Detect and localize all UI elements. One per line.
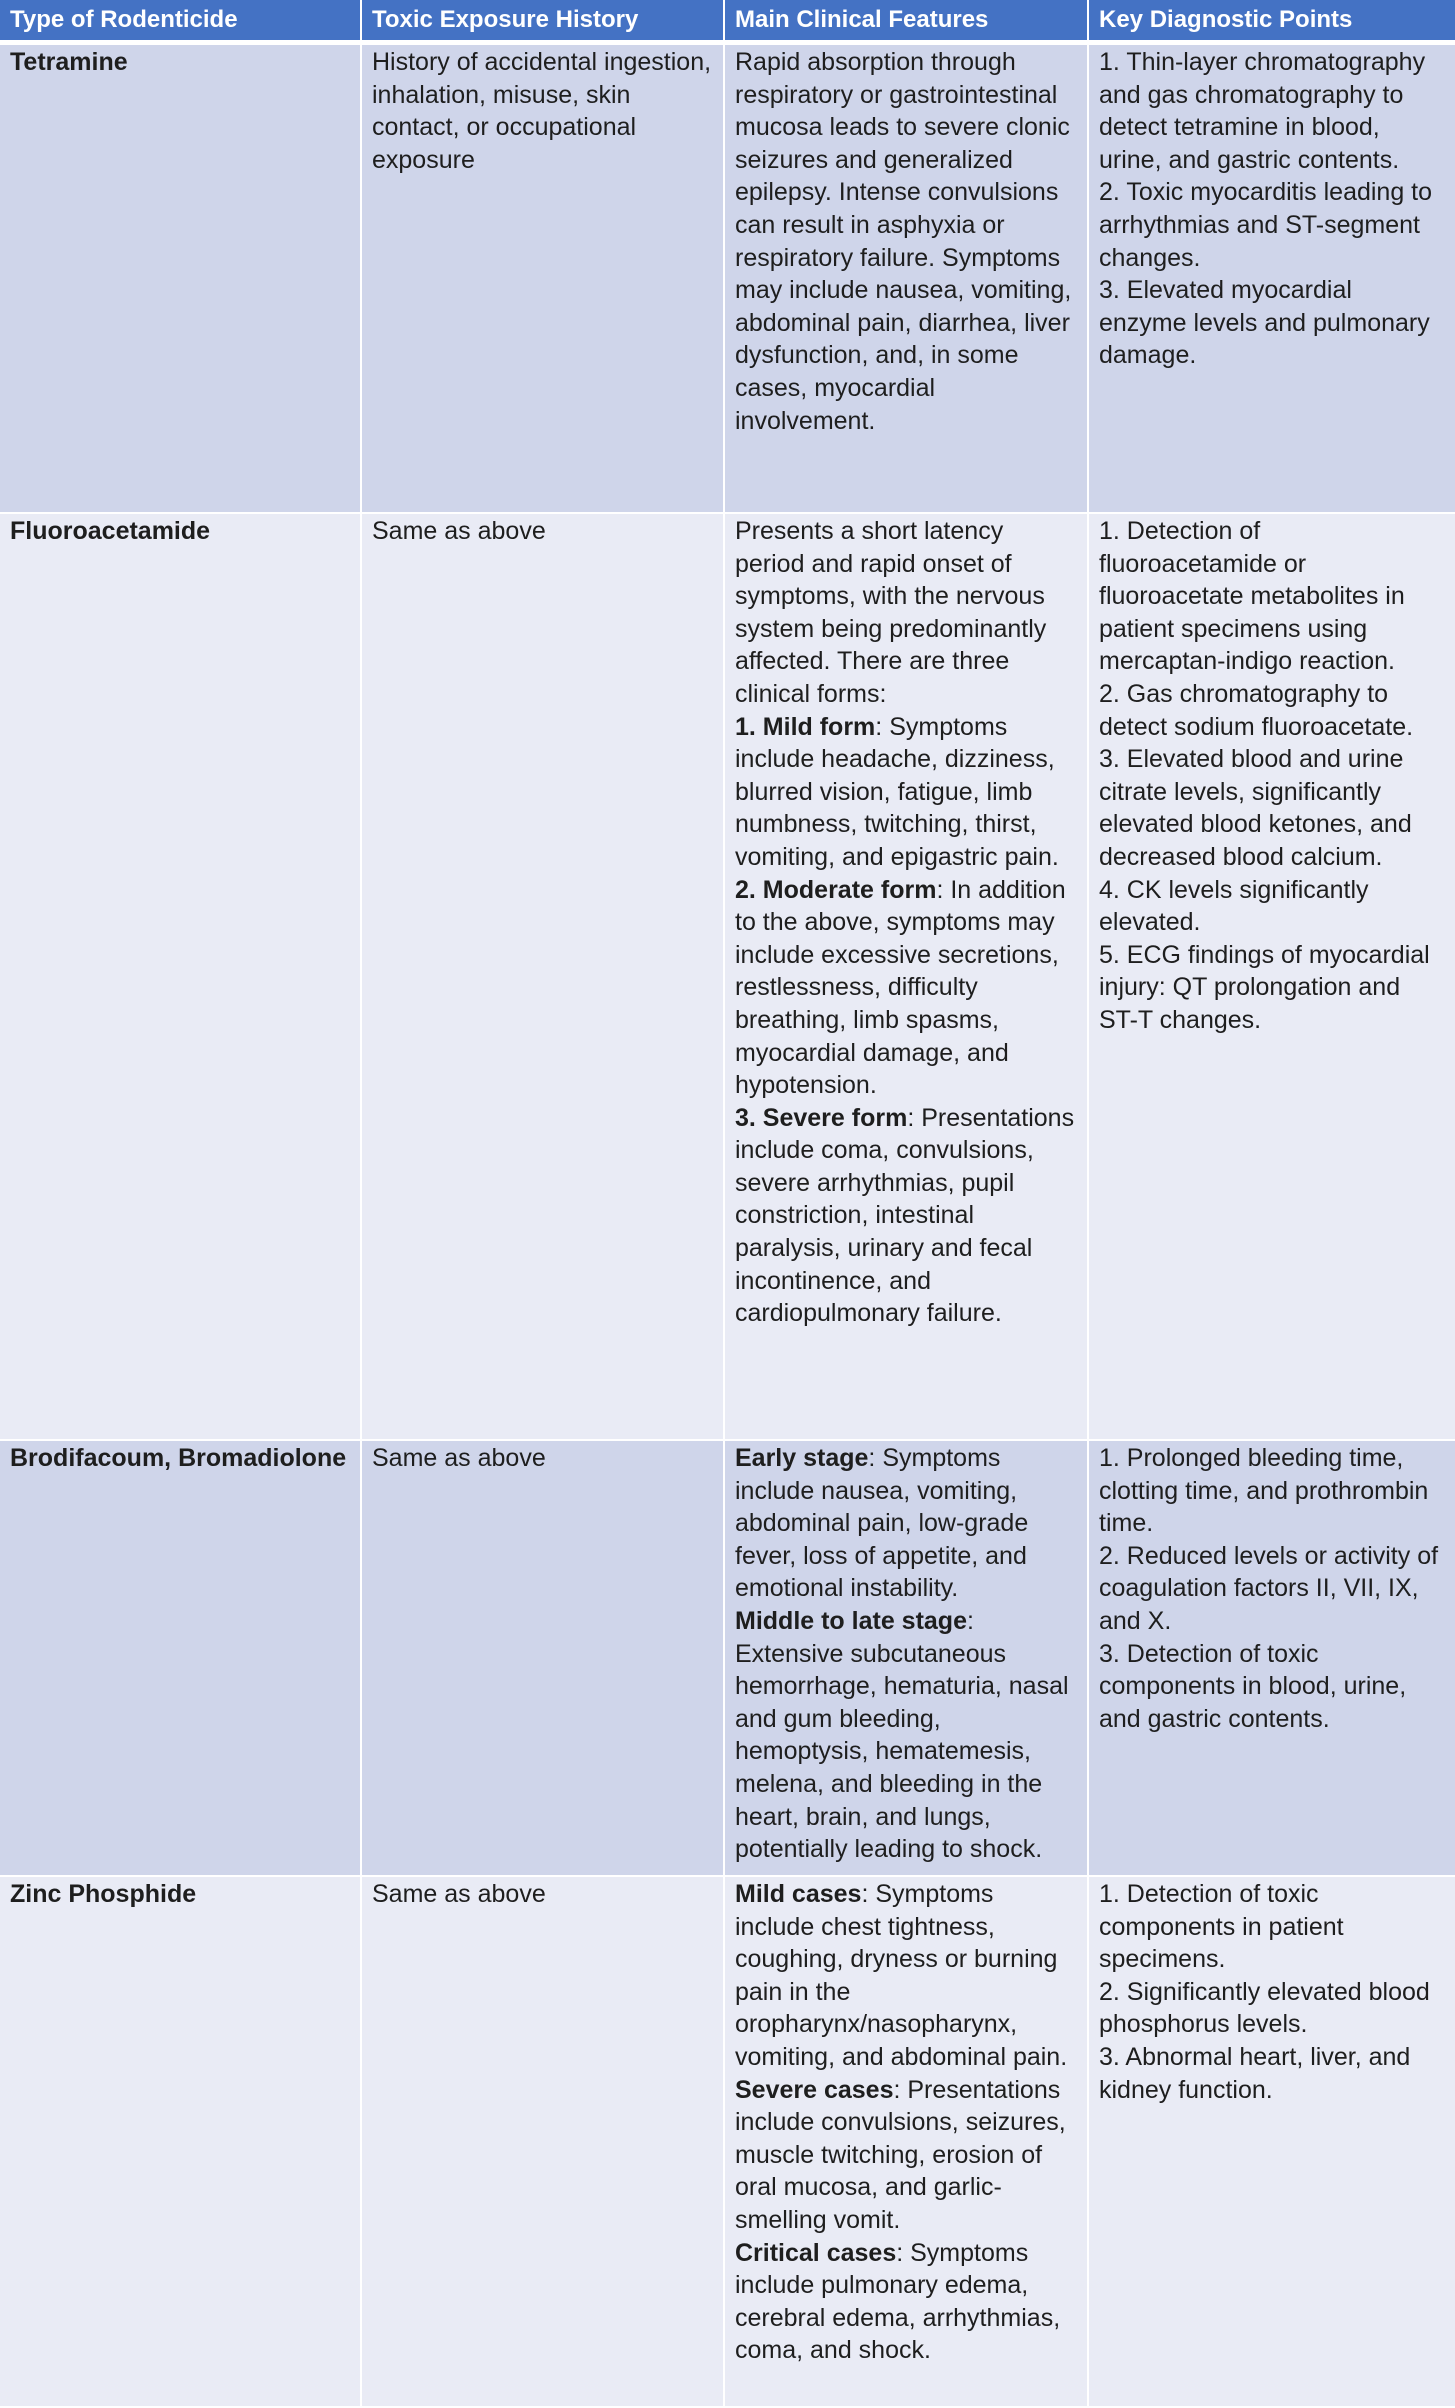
header-diagnostics: Key Diagnostic Points: [1089, 0, 1455, 45]
header-row: [0, 0, 1455, 45]
diagnostic-item: 5. ECG findings of myocardial injury: QT prolongation and ST-T changes.: [1099, 940, 1430, 1034]
cell-rodenticide-name: Zinc Phosphide: [0, 1877, 362, 2408]
feature-heading: Critical cases: [735, 2238, 897, 2267]
table-row-zinc-phosphide: [0, 1877, 1455, 2408]
diagnostic-item: 3. Abnormal heart, liver, and kidney function.: [1099, 2042, 1411, 2104]
feature-segment: [735, 2237, 1077, 2367]
cell-clinical-features: [725, 1441, 1089, 1877]
feature-heading: Severe cases: [735, 2075, 894, 2104]
feature-segment: [735, 711, 1077, 874]
diagnostic-item: 4. CK levels significantly elevated.: [1099, 875, 1369, 937]
cell-rodenticide-name: Brodifacoum, Bromadiolone: [0, 1441, 362, 1877]
cell-rodenticide-name: Tetramine: [0, 45, 362, 514]
cell-clinical-features: [725, 514, 1089, 1441]
feature-text: : Extensive subcutaneous hemorrhage, hematuria, nasal and gum bleeding, hemoptysis, hematemesis, melena, and bleeding in the heart, brain, and lungs, potentially leading to shock.: [735, 1606, 1069, 1864]
diagnostic-item: 1. Thin-layer chromatography and gas chromatography to detect tetramine in blood, urine, and gastric contents.: [1099, 48, 1426, 174]
diagnostic-item: 1. Detection of toxic components in patient specimens.: [1099, 1880, 1344, 1974]
feature-text: : Symptoms include chest tightness, coughing, dryness or burning pain in the oropharynx/nasopharynx, vomiting, and abdominal pain.: [735, 1880, 1068, 2071]
header-history: Toxic Exposure History: [362, 0, 725, 45]
feature-segment: [735, 1442, 1077, 1605]
feature-segment: [735, 1878, 1077, 2074]
diagnostic-item: 3. Elevated myocardial enzyme levels and pulmonary damage.: [1099, 276, 1430, 370]
feature-text: : Symptoms include pulmonary edema, cerebral edema, arrhythmias, coma, and shock.: [735, 2238, 1061, 2365]
header-type: Type of Rodenticide: [0, 0, 362, 45]
diagnostic-item: 2. Toxic myocarditis leading to arrhythmias and ST-segment changes.: [1099, 178, 1433, 272]
cell-diagnostic-points: [1089, 1877, 1455, 2408]
diagnostic-item: 2. Significantly elevated blood phosphorus levels.: [1099, 1977, 1430, 2039]
header-features: Main Clinical Features: [725, 0, 1089, 45]
diagnostic-item: 2. Reduced levels or activity of coagulation factors II, VII, IX, and X.: [1099, 1541, 1439, 1635]
feature-segment: [735, 1605, 1077, 1866]
feature-segment: [735, 1102, 1077, 1330]
feature-segment: [735, 874, 1077, 1102]
cell-exposure-history: Same as above: [362, 1877, 725, 2408]
feature-text: : In addition to the above, symptoms may include excessive secretions, restlessness, difficulty breathing, limb spasms, myocardial damage, and hypotension.: [735, 875, 1066, 1100]
table-row-fluoroacetamide: [0, 514, 1455, 1441]
feature-heading: Early stage: [735, 1444, 869, 1472]
diagnostic-item: 3. Elevated blood and urine citrate levels, significantly elevated blood ketones, and decreased blood calcium.: [1099, 745, 1412, 871]
cell-diagnostic-points: [1089, 1441, 1455, 1877]
feature-segment: [735, 2074, 1077, 2237]
diagnostic-item: 3. Detection of toxic components in blood, urine, and gastric contents.: [1099, 1639, 1407, 1733]
cell-rodenticide-name: Fluoroacetamide: [0, 514, 362, 1441]
cell-exposure-history: History of accidental ingestion, inhalation, misuse, skin contact, or occupational exposure: [362, 45, 725, 514]
feature-text: Presents a short latency period and rapid onset of symptoms, with the nervous system being predominantly affected. There are three clinical forms:: [735, 517, 1047, 708]
feature-text: Rapid absorption through respiratory or gastrointestinal mucosa leads to severe clonic seizures and generalized epilepsy. Intense convulsions can result in asphyxia or respiratory failure. Symptoms may include nausea, vomiting, abdominal pain, diarrhea, liver dysfunction, and, in some cases, myocardial involvement.: [735, 48, 1072, 435]
cell-clinical-features: [725, 1877, 1089, 2408]
diagnostic-item: 2. Gas chromatography to detect sodium fluoroacetate.: [1099, 679, 1414, 741]
feature-text: : Presentations include convulsions, seizures, muscle twitching, erosion of oral mucosa, and garlic-smelling vomit.: [735, 2075, 1066, 2234]
feature-heading: 2. Moderate form: [735, 875, 937, 904]
table-row-brodifacoum: [0, 1441, 1455, 1877]
cell-diagnostic-points: [1089, 514, 1455, 1441]
diagnostic-item: 1. Prolonged bleeding time, clotting time, and prothrombin time.: [1099, 1444, 1429, 1538]
feature-heading: Middle to late stage: [735, 1606, 967, 1635]
feature-text: : Presentations include coma, convulsions, severe arrhythmias, pupil constriction, intestinal paralysis, urinary and fecal incontinence, and cardiopulmonary failure.: [735, 1103, 1075, 1328]
cell-exposure-history: Same as above: [362, 1441, 725, 1877]
cell-diagnostic-points: [1089, 45, 1455, 514]
feature-heading: 3. Severe form: [735, 1103, 908, 1132]
feature-heading: 1. Mild form: [735, 712, 876, 741]
cell-exposure-history: Same as above: [362, 514, 725, 1441]
table-row-tetramine: [0, 45, 1455, 514]
feature-text: : Symptoms include nausea, vomiting, abdominal pain, low-grade fever, loss of appetite, and emotional instability.: [735, 1444, 1029, 1603]
feature-heading: Mild cases: [735, 1880, 862, 1908]
cell-clinical-features: [725, 45, 1089, 514]
diagnostic-item: 1. Detection of fluoroacetamide or fluoroacetate metabolites in patient specimens using mercaptan-indigo reaction.: [1099, 517, 1405, 676]
feature-text: : Symptoms include headache, dizziness, blurred vision, fatigue, limb numbness, twitching, thirst, vomiting, and epigastric pain.: [735, 712, 1059, 871]
